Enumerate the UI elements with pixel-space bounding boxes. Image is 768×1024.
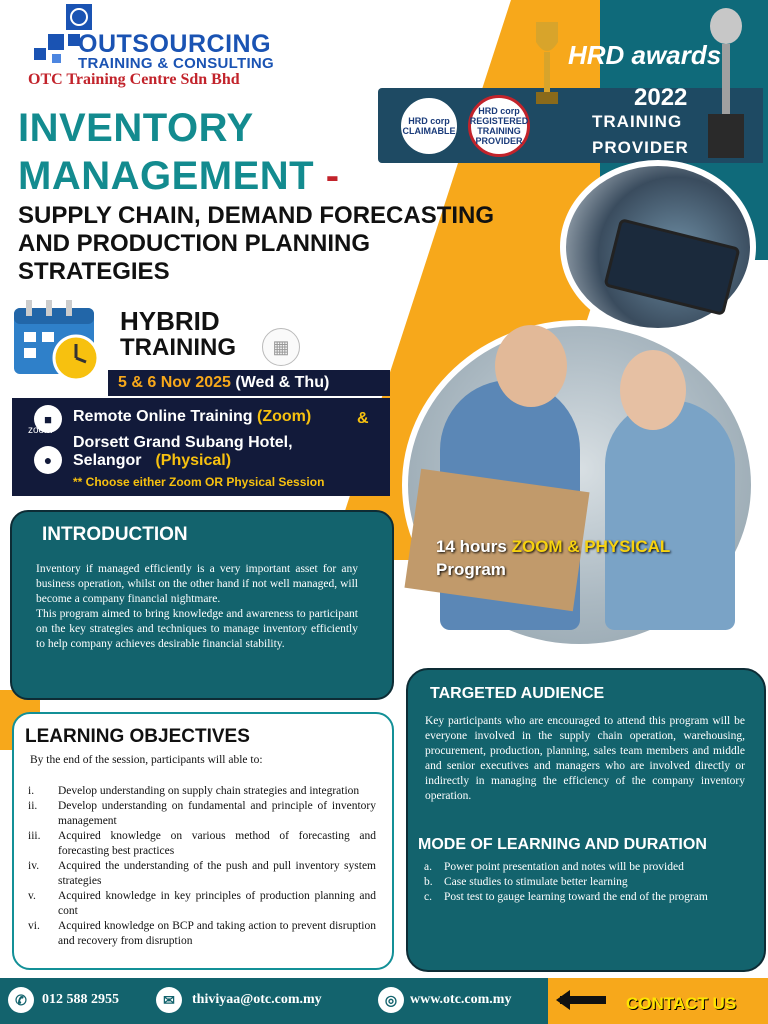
logo-tagline: TRAINING & CONSULTING (78, 55, 275, 72)
mode-list (424, 860, 746, 905)
award-provider: PROVIDER (592, 138, 689, 157)
list-item-text: Acquired the understanding of the push and pull inventory system strategies (58, 860, 376, 887)
location-pin-icon: ● (34, 446, 62, 474)
targeted-audience-text: Key participants who are encouraged to attend this program will be everyone involved in the supply chain operation, warehousing, procurement, production, planning, sales team members and middle and senior executives and managers who are involved directly or indirectly in managing the efficiency of the company inventory operation. (425, 715, 745, 802)
list-item-text: Develop understanding on fundamental and principle of inventory management (58, 800, 376, 827)
venue-state (73, 452, 231, 470)
introduction-paragraph-2: This program aimed to bring knowledge and awareness to participant on the key strategies and techniques to manage inventory efficiently to help company achieves desirable financial stability. (36, 608, 358, 650)
zoom-label: zoom (28, 425, 53, 436)
learning-objectives-heading: LEARNING OBJECTIVES (25, 726, 250, 747)
list-item (28, 799, 376, 829)
introduction-paragraph-1: Inventory if managed efficiently is a very important asset for any business operation, whilst on the other hand if not well managed, will become a company financial nightmare. (36, 563, 358, 605)
title-line-1: INVENTORY (18, 106, 254, 150)
email-link[interactable]: thiviyaa@otc.com.my (192, 992, 322, 1007)
arrow-head-icon (556, 990, 570, 1010)
calendar-clock-icon (12, 298, 104, 382)
mode-heading: MODE OF LEARNING AND DURATION (418, 836, 707, 853)
targeted-audience-heading: TARGETED AUDIENCE (430, 685, 605, 702)
list-item (28, 859, 376, 889)
training-label: TRAINING (120, 334, 236, 361)
list-item-number: vi. (28, 920, 40, 932)
contact-us-button[interactable]: CONTACT US (626, 994, 737, 1013)
list-item-text: Acquired knowledge on BCP and taking action to prevent disruption and recovery from disruption (58, 920, 376, 947)
date-value: 5 & 6 Nov 2025 (118, 374, 231, 391)
list-item (424, 890, 746, 905)
zoom-camera-icon: ■ (34, 405, 62, 433)
session-note: ** Choose either Zoom OR Physical Session (73, 475, 325, 489)
subtitle: SUPPLY CHAIN, DEMAND FORECASTING AND PRODUCTION PLANNING STRATEGIES (18, 202, 495, 285)
logo-company-name: OTC Training Centre Sdn Bhd (28, 71, 240, 88)
list-item (424, 875, 746, 890)
list-item (28, 919, 376, 949)
program-word: Program (436, 560, 506, 579)
list-item-number: i. (28, 785, 35, 797)
phone-number[interactable]: 012 588 2955 (42, 992, 119, 1007)
list-item-text: Case studies to stimulate better learning (444, 876, 628, 888)
head-man (495, 325, 567, 407)
venue-hotel: Dorsett Grand Subang Hotel, (73, 434, 293, 451)
globe-icon: ◎ (378, 987, 404, 1013)
list-item-number: iii. (28, 830, 41, 842)
physical-tag: (Physical) (155, 452, 232, 469)
list-item (424, 860, 746, 875)
introduction-heading: INTRODUCTION (42, 524, 188, 545)
calendar-icon: ▦ (262, 328, 300, 366)
title-line-2 (18, 154, 340, 199)
learning-objectives-list (28, 784, 376, 949)
venue-state-name: Selangor (73, 452, 142, 469)
list-item-number: a. (424, 861, 432, 873)
list-item (28, 784, 376, 799)
head-woman (620, 350, 686, 430)
website-link[interactable]: www.otc.com.my (410, 992, 512, 1007)
list-item-number: iv. (28, 860, 40, 872)
hrd-registered-badge: HRD corp REGISTERED TRAINING PROVIDER (468, 95, 530, 157)
program-hours (436, 537, 670, 557)
award-training: TRAINING (592, 112, 683, 131)
program-mode: ZOOM & PHYSICAL (511, 537, 671, 556)
remote-zoom-tag: (Zoom) (257, 408, 312, 425)
list-item-text: Acquired knowledge on various method of forecasting and forecasting best practices (58, 830, 376, 857)
award-year: 2022 (634, 84, 688, 111)
learning-objectives-intro: By the end of the session, participants will able to: (30, 754, 263, 766)
list-item-text: Power point presentation and notes will be provided (444, 861, 684, 873)
hybrid-label: HYBRID (120, 306, 220, 336)
person-woman (605, 400, 735, 630)
list-item (28, 829, 376, 859)
award-trophy-icon (700, 4, 752, 162)
introduction-text (36, 562, 358, 652)
trophy-icon (528, 12, 566, 112)
list-item-text: Acquired knowledge in key principles of production planning and cont (58, 890, 376, 917)
date-days: (Wed & Thu) (230, 374, 330, 391)
list-item-text: Post test to gauge learning toward the end of the program (444, 891, 708, 903)
list-item-number: b. (424, 876, 433, 888)
list-item-text: Develop understanding on supply chain strategies and integration (58, 785, 360, 797)
training-date (118, 374, 329, 392)
logo-out-text: OUT (78, 30, 133, 58)
email-icon: ✉ (156, 987, 182, 1013)
list-item-number: v. (28, 890, 36, 902)
program-hours-value: 14 hours (436, 537, 512, 556)
list-item-number: c. (424, 891, 432, 903)
title-dash: - (314, 154, 340, 198)
logo-sourcing-text: SOURCING (132, 30, 272, 58)
hrd-claimable-badge: HRD corp CLAIMABLE (398, 95, 460, 157)
phone-icon: ✆ (8, 987, 34, 1013)
remote-label: Remote Online Training (73, 408, 258, 425)
list-item (28, 889, 376, 919)
list-item-number: ii. (28, 800, 38, 812)
remote-training (73, 408, 311, 426)
award-title: HRD awards (568, 40, 722, 70)
venue-ampersand: & (357, 410, 369, 427)
title-management: MANAGEMENT (18, 154, 315, 198)
